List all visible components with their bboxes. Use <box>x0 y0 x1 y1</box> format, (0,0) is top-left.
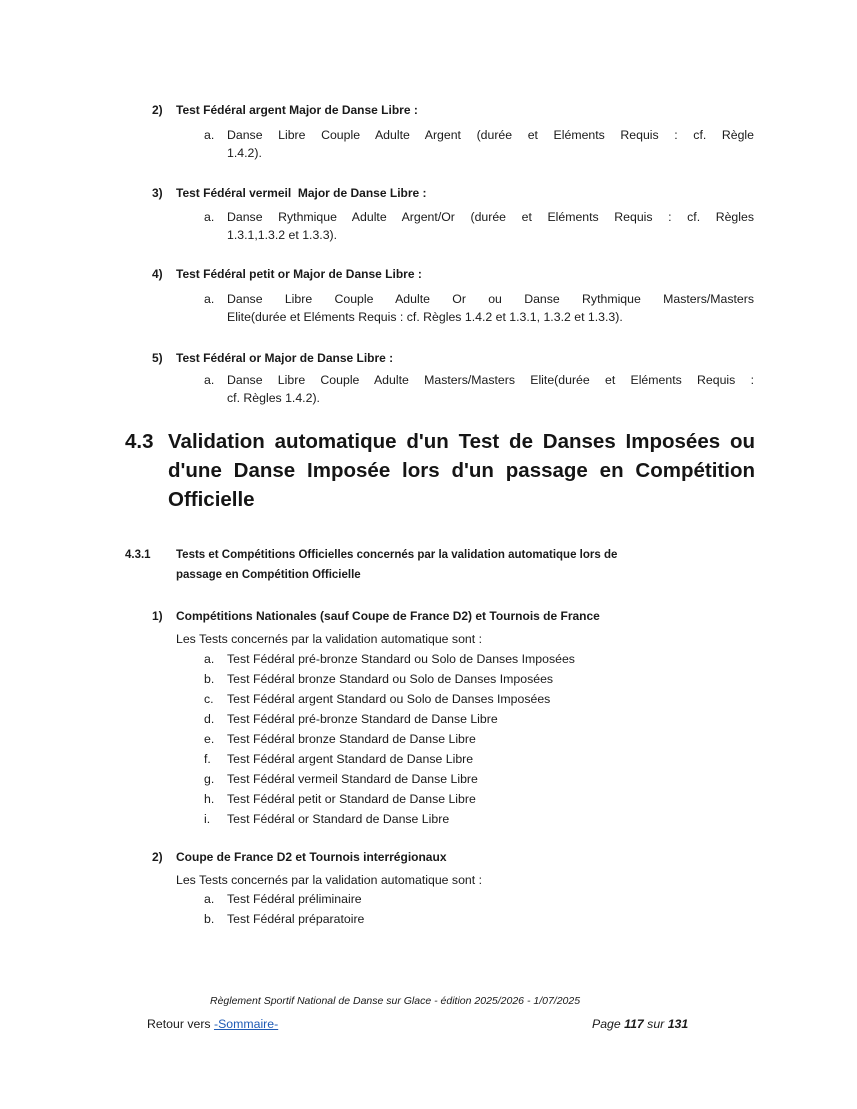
page-total: 131 <box>667 1017 689 1031</box>
section-title-line: Officielle <box>168 488 255 511</box>
list-text: Test Fédéral bronze Standard ou Solo de Danses Imposées <box>227 672 554 686</box>
group-intro: Les Tests concernés par la validation automatique sont : <box>176 632 483 646</box>
list-text: Test Fédéral vermeil Standard de Danse Libre <box>227 772 478 786</box>
subpoint-letter: a. <box>204 373 215 387</box>
subpoint-line: Danse Libre Couple Adulte Or ou Danse Rythmique Masters/Masters <box>227 292 754 306</box>
item-number: 5) <box>152 351 163 365</box>
section-number: 4.3 <box>125 430 154 453</box>
section-heading <box>125 427 755 514</box>
item-heading <box>152 185 427 201</box>
subpoint-line: 1.4.2). <box>227 146 262 160</box>
return-prefix: Retour vers <box>147 1017 214 1031</box>
item-subpoint <box>204 126 754 162</box>
item-subpoint <box>204 290 754 326</box>
page-sep: sur <box>647 1017 665 1031</box>
group-number: 2) <box>152 850 163 864</box>
section-title-line: Validation automatique d'un Test de Danses Imposées ou <box>168 430 755 453</box>
list-letter: e. <box>204 732 215 746</box>
page-word: Page <box>592 1017 621 1031</box>
list-text: Test Fédéral pré-bronze Standard de Danse Libre <box>227 712 498 726</box>
list-letter: g. <box>204 772 215 786</box>
subpoint-line: Danse Libre Couple Adulte Masters/Masters Elite(durée et Eléments Requis : <box>227 373 754 387</box>
subsection-heading <box>125 545 725 585</box>
subpoint-line: Danse Libre Couple Adulte Argent (durée et Eléments Requis : cf. Règle <box>227 128 754 142</box>
list-letter: a. <box>204 652 215 666</box>
list-text: Test Fédéral préliminaire <box>227 892 362 906</box>
item-title: Test Fédéral vermeil Major de Danse Libre : <box>176 186 427 200</box>
item-title: Test Fédéral argent Major de Danse Libre : <box>176 103 418 117</box>
subsection-number: 4.3.1 <box>125 549 151 561</box>
list-text: Test Fédéral petit or Standard de Danse Libre <box>227 792 476 806</box>
group-intro: Les Tests concernés par la validation automatique sont : <box>176 873 483 887</box>
subsection-title-line: Tests et Compétitions Officielles concernés par la validation automatique lors de <box>176 549 618 561</box>
subpoint-letter: a. <box>204 210 215 224</box>
list-text: Test Fédéral or Standard de Danse Libre <box>227 812 450 826</box>
summary-link[interactable]: -Sommaire- <box>213 1017 279 1031</box>
item-subpoint <box>204 371 754 407</box>
subpoint-letter: a. <box>204 128 215 142</box>
subpoint-line: Elite(durée et Eléments Requis : cf. Règles 1.4.2 et 1.3.1, 1.3.2 et 1.3.3). <box>227 310 623 324</box>
list-letter: h. <box>204 792 215 806</box>
item-heading <box>152 102 418 118</box>
list-text: Test Fédéral pré-bronze Standard ou Solo de Danses Imposées <box>227 652 575 666</box>
list-letter: d. <box>204 712 215 726</box>
list-letter: f. <box>204 752 211 766</box>
subpoint-line: cf. Règles 1.4.2). <box>227 391 320 405</box>
section-title-line: d'une Danse Imposée lors d'un passage en Compétition <box>168 459 755 482</box>
item-heading <box>152 350 393 366</box>
list-text: Test Fédéral argent Standard ou Solo de Danses Imposées <box>227 692 551 706</box>
list-text: Test Fédéral préparatoire <box>227 912 365 926</box>
item-title: Test Fédéral petit or Major de Danse Libre : <box>176 267 422 281</box>
item-number: 2) <box>152 103 163 117</box>
page-current: 117 <box>624 1017 644 1031</box>
item-number: 3) <box>152 186 163 200</box>
item-title: Test Fédéral or Major de Danse Libre : <box>176 351 394 365</box>
subpoint-letter: a. <box>204 292 215 306</box>
footer-return <box>147 1017 278 1031</box>
group-title: Coupe de France D2 et Tournois interrégionaux <box>176 850 447 864</box>
item-subpoint <box>204 208 754 244</box>
group-heading <box>152 849 447 865</box>
list-letter: a. <box>204 892 215 906</box>
list-text: Test Fédéral argent Standard de Danse Libre <box>227 752 474 766</box>
group-title: Compétitions Nationales (sauf Coupe de France D2) et Tournois de France <box>176 609 600 623</box>
subpoint-line: 1.3.1,1.3.2 et 1.3.3). <box>227 228 338 242</box>
footer-document-title: Règlement Sportif National de Danse sur Glace - édition 2025/2026 - 1/07/2025 <box>210 995 581 1007</box>
group-heading <box>152 608 600 624</box>
list-letter: i. <box>204 812 211 826</box>
page-number <box>592 1017 688 1031</box>
list-letter: b. <box>204 672 215 686</box>
subsection-title-line: passage en Compétition Officielle <box>176 569 361 581</box>
subpoint-line: Danse Rythmique Adulte Argent/Or (durée et Eléments Requis : cf. Règles <box>227 210 754 224</box>
list-letter: b. <box>204 912 215 926</box>
list-text: Test Fédéral bronze Standard de Danse Libre <box>227 732 476 746</box>
group-number: 1) <box>152 609 163 623</box>
item-number: 4) <box>152 267 163 281</box>
item-heading <box>152 266 422 282</box>
list-letter: c. <box>204 692 214 706</box>
